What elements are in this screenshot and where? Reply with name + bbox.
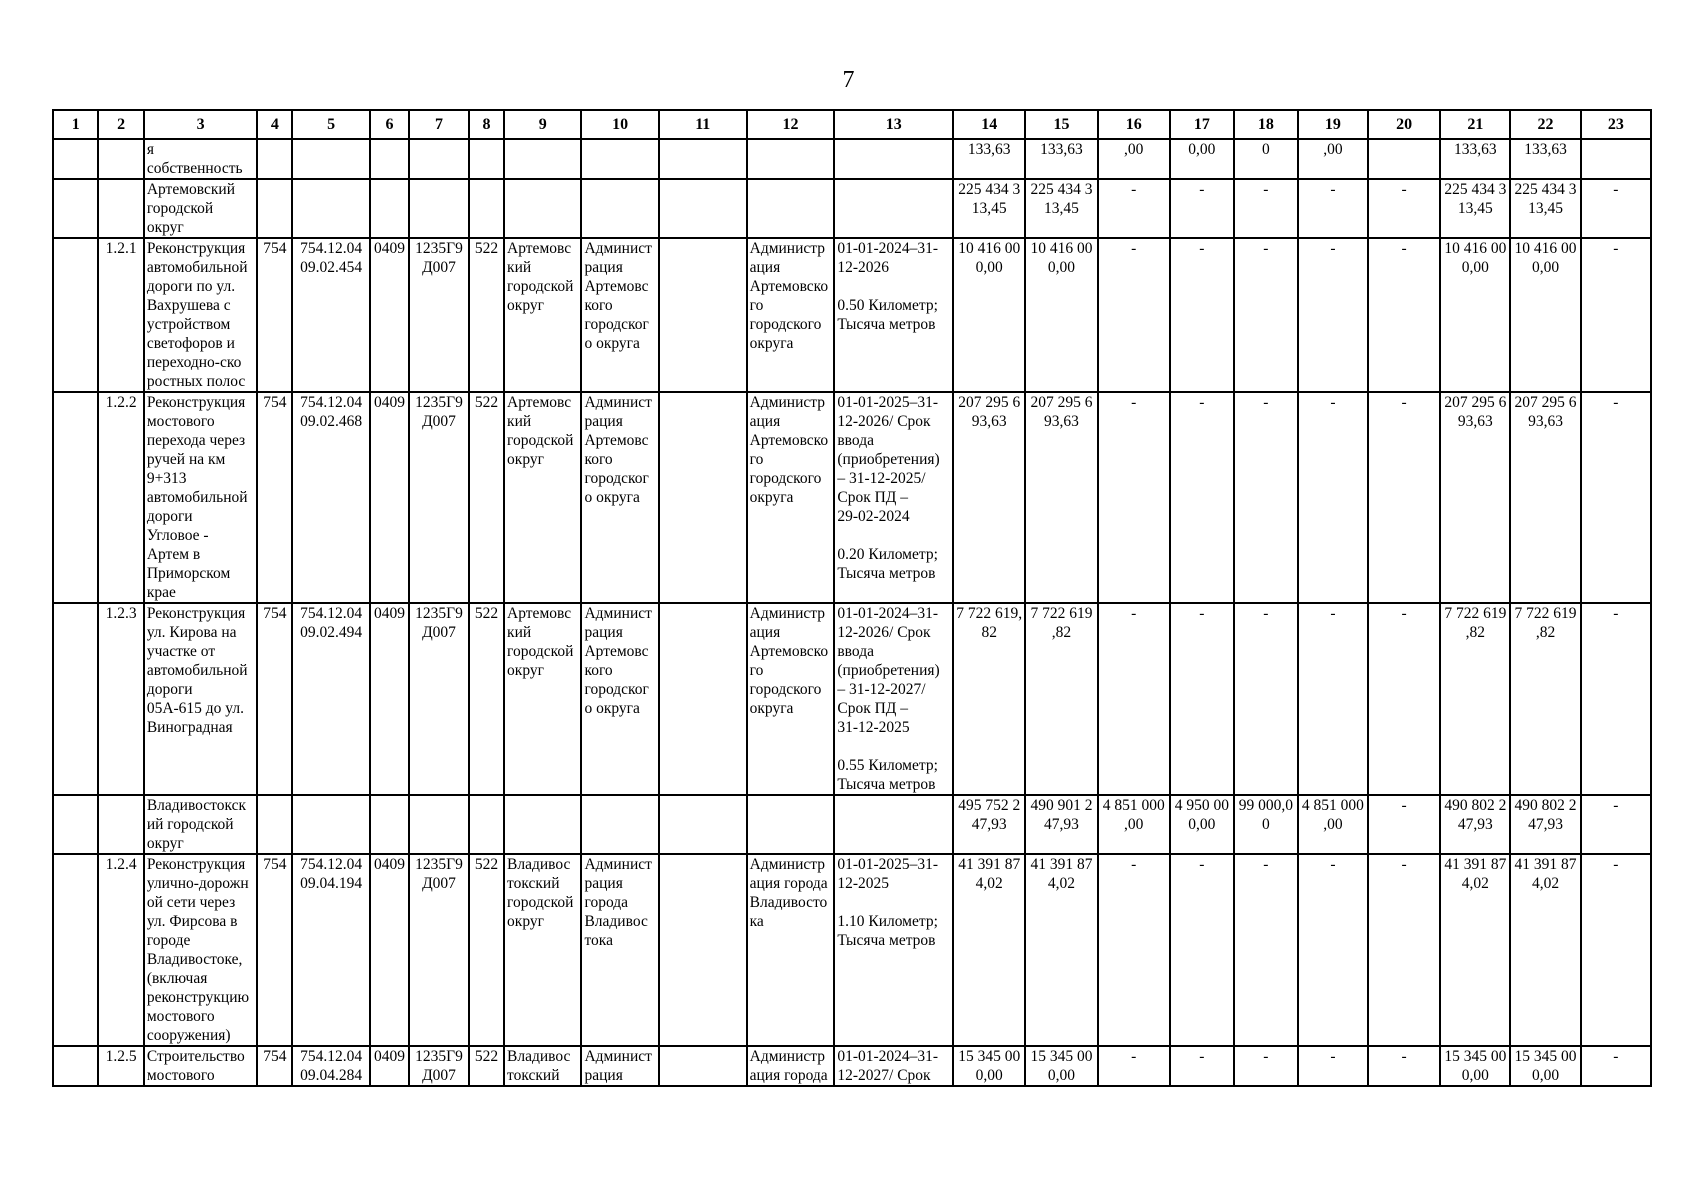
table-cell-col-18: - — [1234, 238, 1298, 392]
table-cell-col-22: 490 802 2 47,93 — [1510, 795, 1580, 854]
table-cell-col-19: - — [1298, 179, 1368, 238]
table-cell-col-5: 754.12.04 09.02.468 — [292, 392, 369, 603]
col-header-9: 9 — [504, 110, 581, 139]
table-cell-col-5: 754.12.04 09.02.454 — [292, 238, 369, 392]
table-cell-col-4 — [257, 795, 292, 854]
table-cell-col-23: - — [1581, 1046, 1651, 1086]
col-header-23: 23 — [1581, 110, 1651, 139]
col-header-7: 7 — [409, 110, 469, 139]
table-cell-col-3: я собственность — [144, 139, 258, 179]
table-cell-col-11 — [659, 139, 747, 179]
col-header-2: 2 — [98, 110, 143, 139]
table-cell-col-20: - — [1368, 1046, 1440, 1086]
table-cell-col-3: Владивостокск ий городской округ — [144, 795, 258, 854]
table-row — [53, 139, 1651, 179]
table-cell-col-10 — [581, 179, 658, 238]
table-cell-col-6 — [370, 795, 409, 854]
table-cell-col-17: - — [1170, 1046, 1234, 1086]
table-cell-col-14: 41 391 87 4,02 — [953, 854, 1025, 1046]
table-cell-col-16: - — [1098, 179, 1170, 238]
table-cell-col-10 — [581, 795, 658, 854]
table-cell-col-15: 10 416 00 0,00 — [1025, 238, 1097, 392]
table-cell-col-9: Владивос токский городской округ — [504, 854, 581, 1046]
table-cell-col-5: 754.12.04 09.02.494 — [292, 603, 369, 795]
table-cell-col-13: 01-01-2024–31- 12-2026/ Срок ввода (приобретения) – 31-12-2027/ Срок ПД – 31-12-2025 0.55 Километр; Тысяча метров — [834, 603, 953, 795]
col-header-4: 4 — [257, 110, 292, 139]
table-cell-col-14: 7 722 619, 82 — [953, 603, 1025, 795]
table-cell-col-23 — [1581, 139, 1651, 179]
table-row — [53, 1046, 1651, 1086]
table-cell-col-5 — [292, 139, 369, 179]
table-cell-col-9: Владивос токский — [504, 1046, 581, 1086]
table-cell-col-11 — [659, 238, 747, 392]
table-cell-col-21: 490 802 2 47,93 — [1440, 795, 1510, 854]
table-cell-col-2: 1.2.1 — [98, 238, 143, 392]
table-cell-col-21: 133,63 — [1440, 139, 1510, 179]
col-header-21: 21 — [1440, 110, 1510, 139]
table-cell-col-19: ,00 — [1298, 139, 1368, 179]
table-cell-col-19: - — [1298, 854, 1368, 1046]
table-cell-col-11 — [659, 1046, 747, 1086]
table-cell-col-1 — [53, 795, 98, 854]
table-cell-col-21: 41 391 87 4,02 — [1440, 854, 1510, 1046]
table-row — [53, 392, 1651, 603]
col-header-11: 11 — [659, 110, 747, 139]
table-row — [53, 238, 1651, 392]
table-cell-col-8: 522 — [469, 854, 504, 1046]
col-header-10: 10 — [581, 110, 658, 139]
table-cell-col-15: 7 722 619 ,82 — [1025, 603, 1097, 795]
table-cell-col-16: ,00 — [1098, 139, 1170, 179]
table-cell-col-11 — [659, 392, 747, 603]
table-cell-col-13 — [834, 179, 953, 238]
table-cell-col-12 — [747, 179, 835, 238]
table-cell-col-20: - — [1368, 795, 1440, 854]
table-cell-col-10: Админист рация города Владивос тока — [581, 854, 658, 1046]
table-cell-col-7 — [409, 795, 469, 854]
table-cell-col-18: 0 — [1234, 139, 1298, 179]
table-cell-col-16: - — [1098, 603, 1170, 795]
table-cell-col-2: 1.2.2 — [98, 392, 143, 603]
table-cell-col-20: - — [1368, 854, 1440, 1046]
table-cell-col-12 — [747, 795, 835, 854]
page-number: 7 — [842, 67, 855, 93]
table-cell-col-20: - — [1368, 179, 1440, 238]
col-header-15: 15 — [1025, 110, 1097, 139]
table-cell-col-19: - — [1298, 603, 1368, 795]
table-cell-col-21: 10 416 00 0,00 — [1440, 238, 1510, 392]
table-cell-col-3: Строительство мостового — [144, 1046, 258, 1086]
table-cell-col-3: Реконструкция ул. Кирова на участке от автомобильной дороги 05А-615 до ул. Виноградная — [144, 603, 258, 795]
table-cell-col-11 — [659, 603, 747, 795]
table-cell-col-6: 0409 — [370, 854, 409, 1046]
table-cell-col-14: 15 345 00 0,00 — [953, 1046, 1025, 1086]
table-cell-col-6: 0409 — [370, 392, 409, 603]
table-cell-col-20: - — [1368, 603, 1440, 795]
table-cell-col-12 — [747, 139, 835, 179]
budget-table — [52, 109, 1652, 1087]
table-cell-col-17: 0,00 — [1170, 139, 1234, 179]
table-cell-col-10: Админист рация Артемовс кого городског о округа — [581, 238, 658, 392]
table-cell-col-22: 15 345 00 0,00 — [1510, 1046, 1580, 1086]
table-cell-col-1 — [53, 139, 98, 179]
table-cell-col-11 — [659, 179, 747, 238]
table-cell-col-11 — [659, 854, 747, 1046]
table-cell-col-23: - — [1581, 238, 1651, 392]
table-row — [53, 854, 1651, 1046]
table-cell-col-13 — [834, 139, 953, 179]
table-cell-col-17: - — [1170, 392, 1234, 603]
col-header-18: 18 — [1234, 110, 1298, 139]
table-cell-col-22: 207 295 6 93,63 — [1510, 392, 1580, 603]
col-header-6: 6 — [370, 110, 409, 139]
table-cell-col-2: 1.2.4 — [98, 854, 143, 1046]
table-cell-col-14: 207 295 6 93,63 — [953, 392, 1025, 603]
table-cell-col-17: - — [1170, 238, 1234, 392]
table-body — [53, 139, 1651, 1086]
table-cell-col-6: 0409 — [370, 603, 409, 795]
table-cell-col-21: 15 345 00 0,00 — [1440, 1046, 1510, 1086]
table-cell-col-10: Админист рация Артемовс кого городског о округа — [581, 392, 658, 603]
table-cell-col-3: Артемовский городской округ — [144, 179, 258, 238]
table-cell-col-7: 1235Г9 Д007 — [409, 392, 469, 603]
table-cell-col-1 — [53, 854, 98, 1046]
table-cell-col-21: 7 722 619 ,82 — [1440, 603, 1510, 795]
table-cell-col-1 — [53, 179, 98, 238]
table-cell-col-18: - — [1234, 1046, 1298, 1086]
table-cell-col-18: - — [1234, 854, 1298, 1046]
table-cell-col-11 — [659, 795, 747, 854]
table-cell-col-17: - — [1170, 179, 1234, 238]
col-header-12: 12 — [747, 110, 835, 139]
table-cell-col-6: 0409 — [370, 238, 409, 392]
table-cell-col-17: - — [1170, 603, 1234, 795]
table-cell-col-15: 41 391 87 4,02 — [1025, 854, 1097, 1046]
table-cell-col-2 — [98, 795, 143, 854]
table-cell-col-19: - — [1298, 1046, 1368, 1086]
col-header-17: 17 — [1170, 110, 1234, 139]
table-cell-col-1 — [53, 238, 98, 392]
table-cell-col-6 — [370, 139, 409, 179]
table-cell-col-13 — [834, 795, 953, 854]
table-cell-col-17: - — [1170, 854, 1234, 1046]
table-cell-col-6: 0409 — [370, 1046, 409, 1086]
table-cell-col-9 — [504, 179, 581, 238]
table-cell-col-2 — [98, 179, 143, 238]
table-cell-col-7: 1235Г9 Д007 — [409, 238, 469, 392]
col-header-16: 16 — [1098, 110, 1170, 139]
col-header-8: 8 — [469, 110, 504, 139]
table-cell-col-12: Администр ация города Владивосто ка — [747, 854, 835, 1046]
table-cell-col-14: 495 752 2 47,93 — [953, 795, 1025, 854]
table-cell-col-9 — [504, 139, 581, 179]
table-cell-col-18: - — [1234, 392, 1298, 603]
table-cell-col-21: 225 434 3 13,45 — [1440, 179, 1510, 238]
table-cell-col-5 — [292, 179, 369, 238]
table-cell-col-5 — [292, 795, 369, 854]
table-cell-col-23: - — [1581, 854, 1651, 1046]
table-cell-col-22: 41 391 87 4,02 — [1510, 854, 1580, 1046]
table-cell-col-3: Реконструкция улично-дорожн ой сети через ул. Фирсова в городе Владивостоке, (включая реконструкцию мостового сооружения) — [144, 854, 258, 1046]
table-cell-col-18: 99 000,0 0 — [1234, 795, 1298, 854]
table-cell-col-4 — [257, 179, 292, 238]
col-header-22: 22 — [1510, 110, 1580, 139]
table-cell-col-8: 522 — [469, 603, 504, 795]
table-cell-col-15: 15 345 00 0,00 — [1025, 1046, 1097, 1086]
table-cell-col-8 — [469, 139, 504, 179]
table-cell-col-10: Админист рация — [581, 1046, 658, 1086]
table-row — [53, 795, 1651, 854]
table-cell-col-4: 754 — [257, 392, 292, 603]
table-cell-col-22: 225 434 3 13,45 — [1510, 179, 1580, 238]
table-cell-col-12: Администр ация Артемовско го городского округа — [747, 238, 835, 392]
table-cell-col-13: 01-01-2024–31- 12-2027/ Срок — [834, 1046, 953, 1086]
col-header-19: 19 — [1298, 110, 1368, 139]
table-row — [53, 603, 1651, 795]
table-cell-col-3: Реконструкция мостового перехода через ручей на км 9+313 автомобильной дороги Угловое - Артем в Приморском крае — [144, 392, 258, 603]
table-cell-col-14: 225 434 3 13,45 — [953, 179, 1025, 238]
table-cell-col-1 — [53, 1046, 98, 1086]
table-cell-col-16: - — [1098, 1046, 1170, 1086]
table-cell-col-10 — [581, 139, 658, 179]
table-cell-col-16: - — [1098, 238, 1170, 392]
table-cell-col-8: 522 — [469, 1046, 504, 1086]
table-cell-col-16: - — [1098, 392, 1170, 603]
table-cell-col-2: 1.2.3 — [98, 603, 143, 795]
header-row — [53, 110, 1651, 139]
table-cell-col-23: - — [1581, 603, 1651, 795]
table-cell-col-18: - — [1234, 603, 1298, 795]
table-cell-col-13: 01-01-2024–31- 12-2026 0.50 Километр; Тысяча метров — [834, 238, 953, 392]
table-cell-col-1 — [53, 392, 98, 603]
table-cell-col-12: Администр ация Артемовско го городского округа — [747, 392, 835, 603]
table-cell-col-20 — [1368, 139, 1440, 179]
table-cell-col-4: 754 — [257, 603, 292, 795]
col-header-3: 3 — [144, 110, 258, 139]
table-cell-col-9: Артемовс кий городской округ — [504, 238, 581, 392]
table-cell-col-12: Администр ация города — [747, 1046, 835, 1086]
table-cell-col-4 — [257, 139, 292, 179]
table-cell-col-15: 207 295 6 93,63 — [1025, 392, 1097, 603]
table-cell-col-7 — [409, 179, 469, 238]
table-cell-col-5: 754.12.04 09.04.284 — [292, 1046, 369, 1086]
col-header-5: 5 — [292, 110, 369, 139]
table-cell-col-15: 133,63 — [1025, 139, 1097, 179]
table-cell-col-7: 1235Г9 Д007 — [409, 603, 469, 795]
table-cell-col-8 — [469, 795, 504, 854]
col-header-14: 14 — [953, 110, 1025, 139]
table-cell-col-6 — [370, 179, 409, 238]
table-cell-col-22: 7 722 619 ,82 — [1510, 603, 1580, 795]
table-cell-col-20: - — [1368, 238, 1440, 392]
table-cell-col-9 — [504, 795, 581, 854]
table-cell-col-14: 133,63 — [953, 139, 1025, 179]
table-cell-col-16: - — [1098, 854, 1170, 1046]
table-cell-col-8 — [469, 179, 504, 238]
table-cell-col-7: 1235Г9 Д007 — [409, 1046, 469, 1086]
table-cell-col-19: - — [1298, 392, 1368, 603]
table-cell-col-22: 10 416 00 0,00 — [1510, 238, 1580, 392]
table-cell-col-13: 01-01-2025–31- 12-2025 1.10 Километр; Тысяча метров — [834, 854, 953, 1046]
table-cell-col-23: - — [1581, 795, 1651, 854]
table-cell-col-17: 4 950 00 0,00 — [1170, 795, 1234, 854]
table-row — [53, 179, 1651, 238]
table-cell-col-8: 522 — [469, 238, 504, 392]
col-header-13: 13 — [834, 110, 953, 139]
table-cell-col-5: 754.12.04 09.04.194 — [292, 854, 369, 1046]
table-cell-col-15: 225 434 3 13,45 — [1025, 179, 1097, 238]
table-cell-col-18: - — [1234, 179, 1298, 238]
table-cell-col-9: Артемовс кий городской округ — [504, 392, 581, 603]
table-cell-col-1 — [53, 603, 98, 795]
table-cell-col-7 — [409, 139, 469, 179]
table-cell-col-8: 522 — [469, 392, 504, 603]
table-cell-col-10: Админист рация Артемовс кого городског о округа — [581, 603, 658, 795]
col-header-1: 1 — [53, 110, 98, 139]
table-cell-col-21: 207 295 6 93,63 — [1440, 392, 1510, 603]
table-cell-col-2 — [98, 139, 143, 179]
table-cell-col-2: 1.2.5 — [98, 1046, 143, 1086]
table-cell-col-4: 754 — [257, 238, 292, 392]
table-cell-col-23: - — [1581, 392, 1651, 603]
table-cell-col-12: Администр ация Артемовско го городского округа — [747, 603, 835, 795]
table-cell-col-19: - — [1298, 238, 1368, 392]
table-cell-col-7: 1235Г9 Д007 — [409, 854, 469, 1046]
table-cell-col-20: - — [1368, 392, 1440, 603]
table-cell-col-16: 4 851 000 ,00 — [1098, 795, 1170, 854]
table-cell-col-13: 01-01-2025–31- 12-2026/ Срок ввода (приобретения) – 31-12-2025/ Срок ПД – 29-02-2024 0.20 Километр; Тысяча метров — [834, 392, 953, 603]
table-cell-col-14: 10 416 00 0,00 — [953, 238, 1025, 392]
table-cell-col-4: 754 — [257, 1046, 292, 1086]
table-cell-col-22: 133,63 — [1510, 139, 1580, 179]
table-cell-col-4: 754 — [257, 854, 292, 1046]
table-cell-col-23: - — [1581, 179, 1651, 238]
table-cell-col-9: Артемовс кий городской округ — [504, 603, 581, 795]
table-cell-col-19: 4 851 000 ,00 — [1298, 795, 1368, 854]
table-cell-col-3: Реконструкция автомобильной дороги по ул. Вахрушева с устройством светофоров и переходно-ско ростных полос — [144, 238, 258, 392]
col-header-20: 20 — [1368, 110, 1440, 139]
table-cell-col-15: 490 901 2 47,93 — [1025, 795, 1097, 854]
